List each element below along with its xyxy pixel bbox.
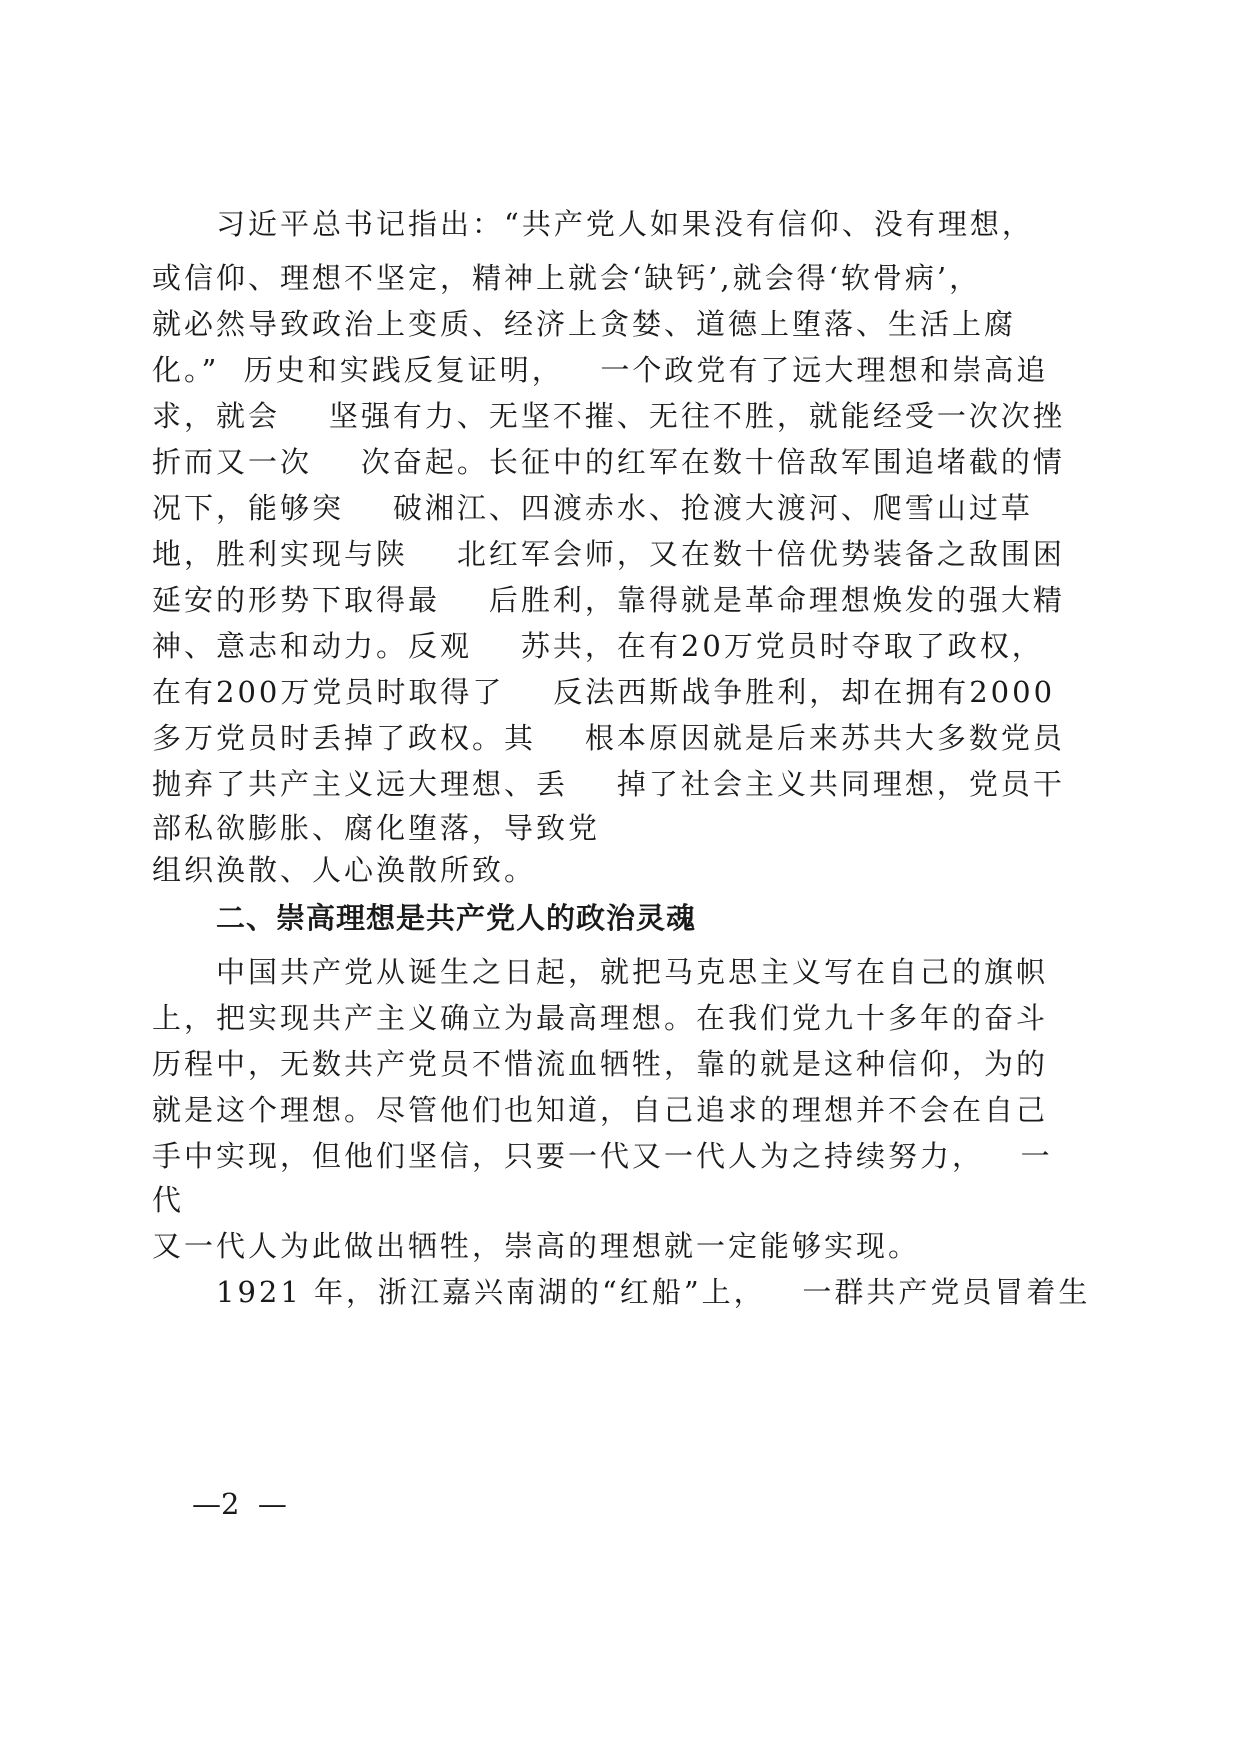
paragraph-line: 折而又一次 次奋起。长征中的红军在数十倍敌军围追堵截的情	[152, 445, 1065, 479]
paragraph-line: 化。” 历史和实践反复证明， 一个政党有了远大理想和崇高追	[152, 353, 1049, 387]
paragraph-line: 多万党员时丢掉了政权。其 根本原因就是后来苏共大多数党员	[152, 721, 1065, 755]
paragraph-line: 延安的形势下取得最 后胜利，靠得就是革命理想焕发的强大精	[152, 583, 1065, 617]
paragraph-line: 习近平总书记指出：“共产党人如果没有信仰、没有理想，	[216, 207, 1034, 241]
paragraph-line: 在有200万党员时取得了 反法西斯战争胜利，却在拥有2000	[152, 675, 1056, 709]
paragraph-line: 上，把实现共产主义确立为最高理想。在我们党九十多年的奋斗	[152, 1001, 1049, 1035]
paragraph-line: 就必然导致政治上变质、经济上贪婪、道德上堕落、生活上腐	[152, 307, 1017, 341]
paragraph-line: 地，胜利实现与陕 北红军会师，又在数十倍优势装备之敌围困	[152, 537, 1065, 571]
paragraph-line: 求，就会 坚强有力、无坚不摧、无往不胜，就能经受一次次挫	[152, 399, 1065, 433]
paragraph-line: 中国共产党从诞生之日起，就把马克思主义写在自己的旗帜	[216, 955, 1049, 989]
paragraph-line: 手中实现，但他们坚信，只要一代又一代人为之持续努力， 一	[152, 1139, 1053, 1173]
paragraph-line: 部私欲膨胀、腐化堕落，导致党	[152, 811, 601, 845]
paragraph-line: 历程中，无数共产党员不惜流血牺牲，靠的就是这种信仰，为的	[152, 1047, 1049, 1081]
paragraph-line: 1921 年，浙江嘉兴南湖的“红船”上， 一群共产党员冒着生	[216, 1275, 1091, 1309]
page-number: —2 —	[192, 1487, 287, 1521]
section-heading: 二、崇高理想是共产党人的政治灵魂	[216, 901, 697, 935]
paragraph-line: 神、意志和动力。反观 苏共，在有20万党员时夺取了政权，	[152, 629, 1044, 663]
paragraph-line: 就是这个理想。尽管他们也知道，自己追求的理想并不会在自己	[152, 1093, 1049, 1127]
paragraph-line: 况下，能够突 破湘江、四渡赤水、抢渡大渡河、爬雪山过草	[152, 491, 1033, 525]
paragraph-line: 又一代人为此做出牺牲，崇高的理想就一定能够实现。	[152, 1229, 921, 1263]
paragraph-line: 组织涣散、人心涣散所致。	[152, 853, 537, 887]
paragraph-line: 抛弃了共产主义远大理想、丢 掉了社会主义共同理想，党员干	[152, 767, 1065, 801]
paragraph-line: 代	[152, 1183, 185, 1217]
paragraph-line: 或信仰、理想不坚定，精神上就会‘缺钙’,就会得‘软骨病’，	[152, 261, 982, 295]
